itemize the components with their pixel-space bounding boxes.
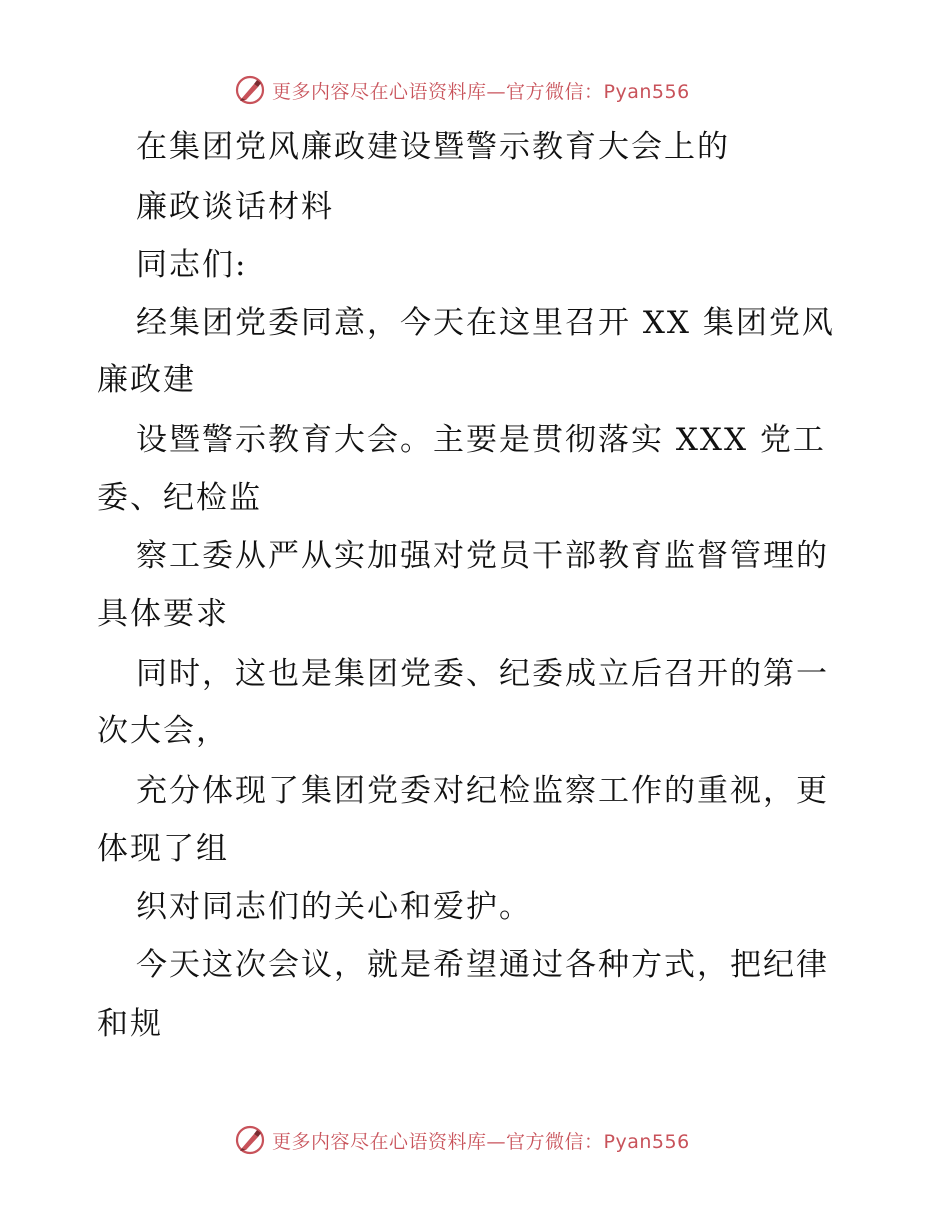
text-line: 次大会， xyxy=(97,713,229,749)
text-line: 经集团党委同意，今天在这里召开 XX 集团党风 xyxy=(136,305,835,341)
banner-wechat: 官方微信：Pyan556 xyxy=(506,1130,690,1153)
banner-brand: 更多内容尽在心语资料库 xyxy=(272,1130,487,1153)
banner-wechat: 官方微信：Pyan556 xyxy=(506,80,690,103)
pen-logo-icon xyxy=(234,74,266,106)
title-line-1: 在集团党风廉政建设暨警示教育大会上的 xyxy=(136,129,730,165)
header-banner xyxy=(234,72,690,108)
banner-brand: 更多内容尽在心语资料库 xyxy=(272,80,487,103)
banner-text xyxy=(272,77,690,104)
text-line: 察工委从严从实加强对党员干部教育监督管理的 xyxy=(136,538,829,574)
text-line: 设暨警示教育大会。主要是贯彻落实 XXX 党工 xyxy=(136,422,826,458)
text-line: 充分体现了集团党委对纪检监察工作的重视，更 xyxy=(136,773,829,809)
banner-dash: — xyxy=(486,1130,507,1153)
salutation: 同志们: xyxy=(136,247,248,283)
text-line: 体现了组 xyxy=(97,831,229,867)
text-line: 织对同志们的关心和爱护。 xyxy=(136,889,532,925)
text-line: 具体要求 xyxy=(97,596,229,632)
footer-banner xyxy=(234,1122,690,1158)
pen-logo-icon xyxy=(234,1124,266,1156)
banner-text xyxy=(272,1127,690,1154)
text-line: 廉政建 xyxy=(97,362,196,398)
text-line: 同时，这也是集团党委、纪委成立后召开的第一 xyxy=(136,656,829,692)
banner-dash: — xyxy=(486,80,507,103)
text-line: 今天这次会议，就是希望通过各种方式，把纪律 xyxy=(136,947,829,983)
title-line-2: 廉政谈话材料 xyxy=(136,189,334,225)
text-line: 和规 xyxy=(97,1006,163,1042)
text-line: 委、纪检监 xyxy=(97,480,262,516)
